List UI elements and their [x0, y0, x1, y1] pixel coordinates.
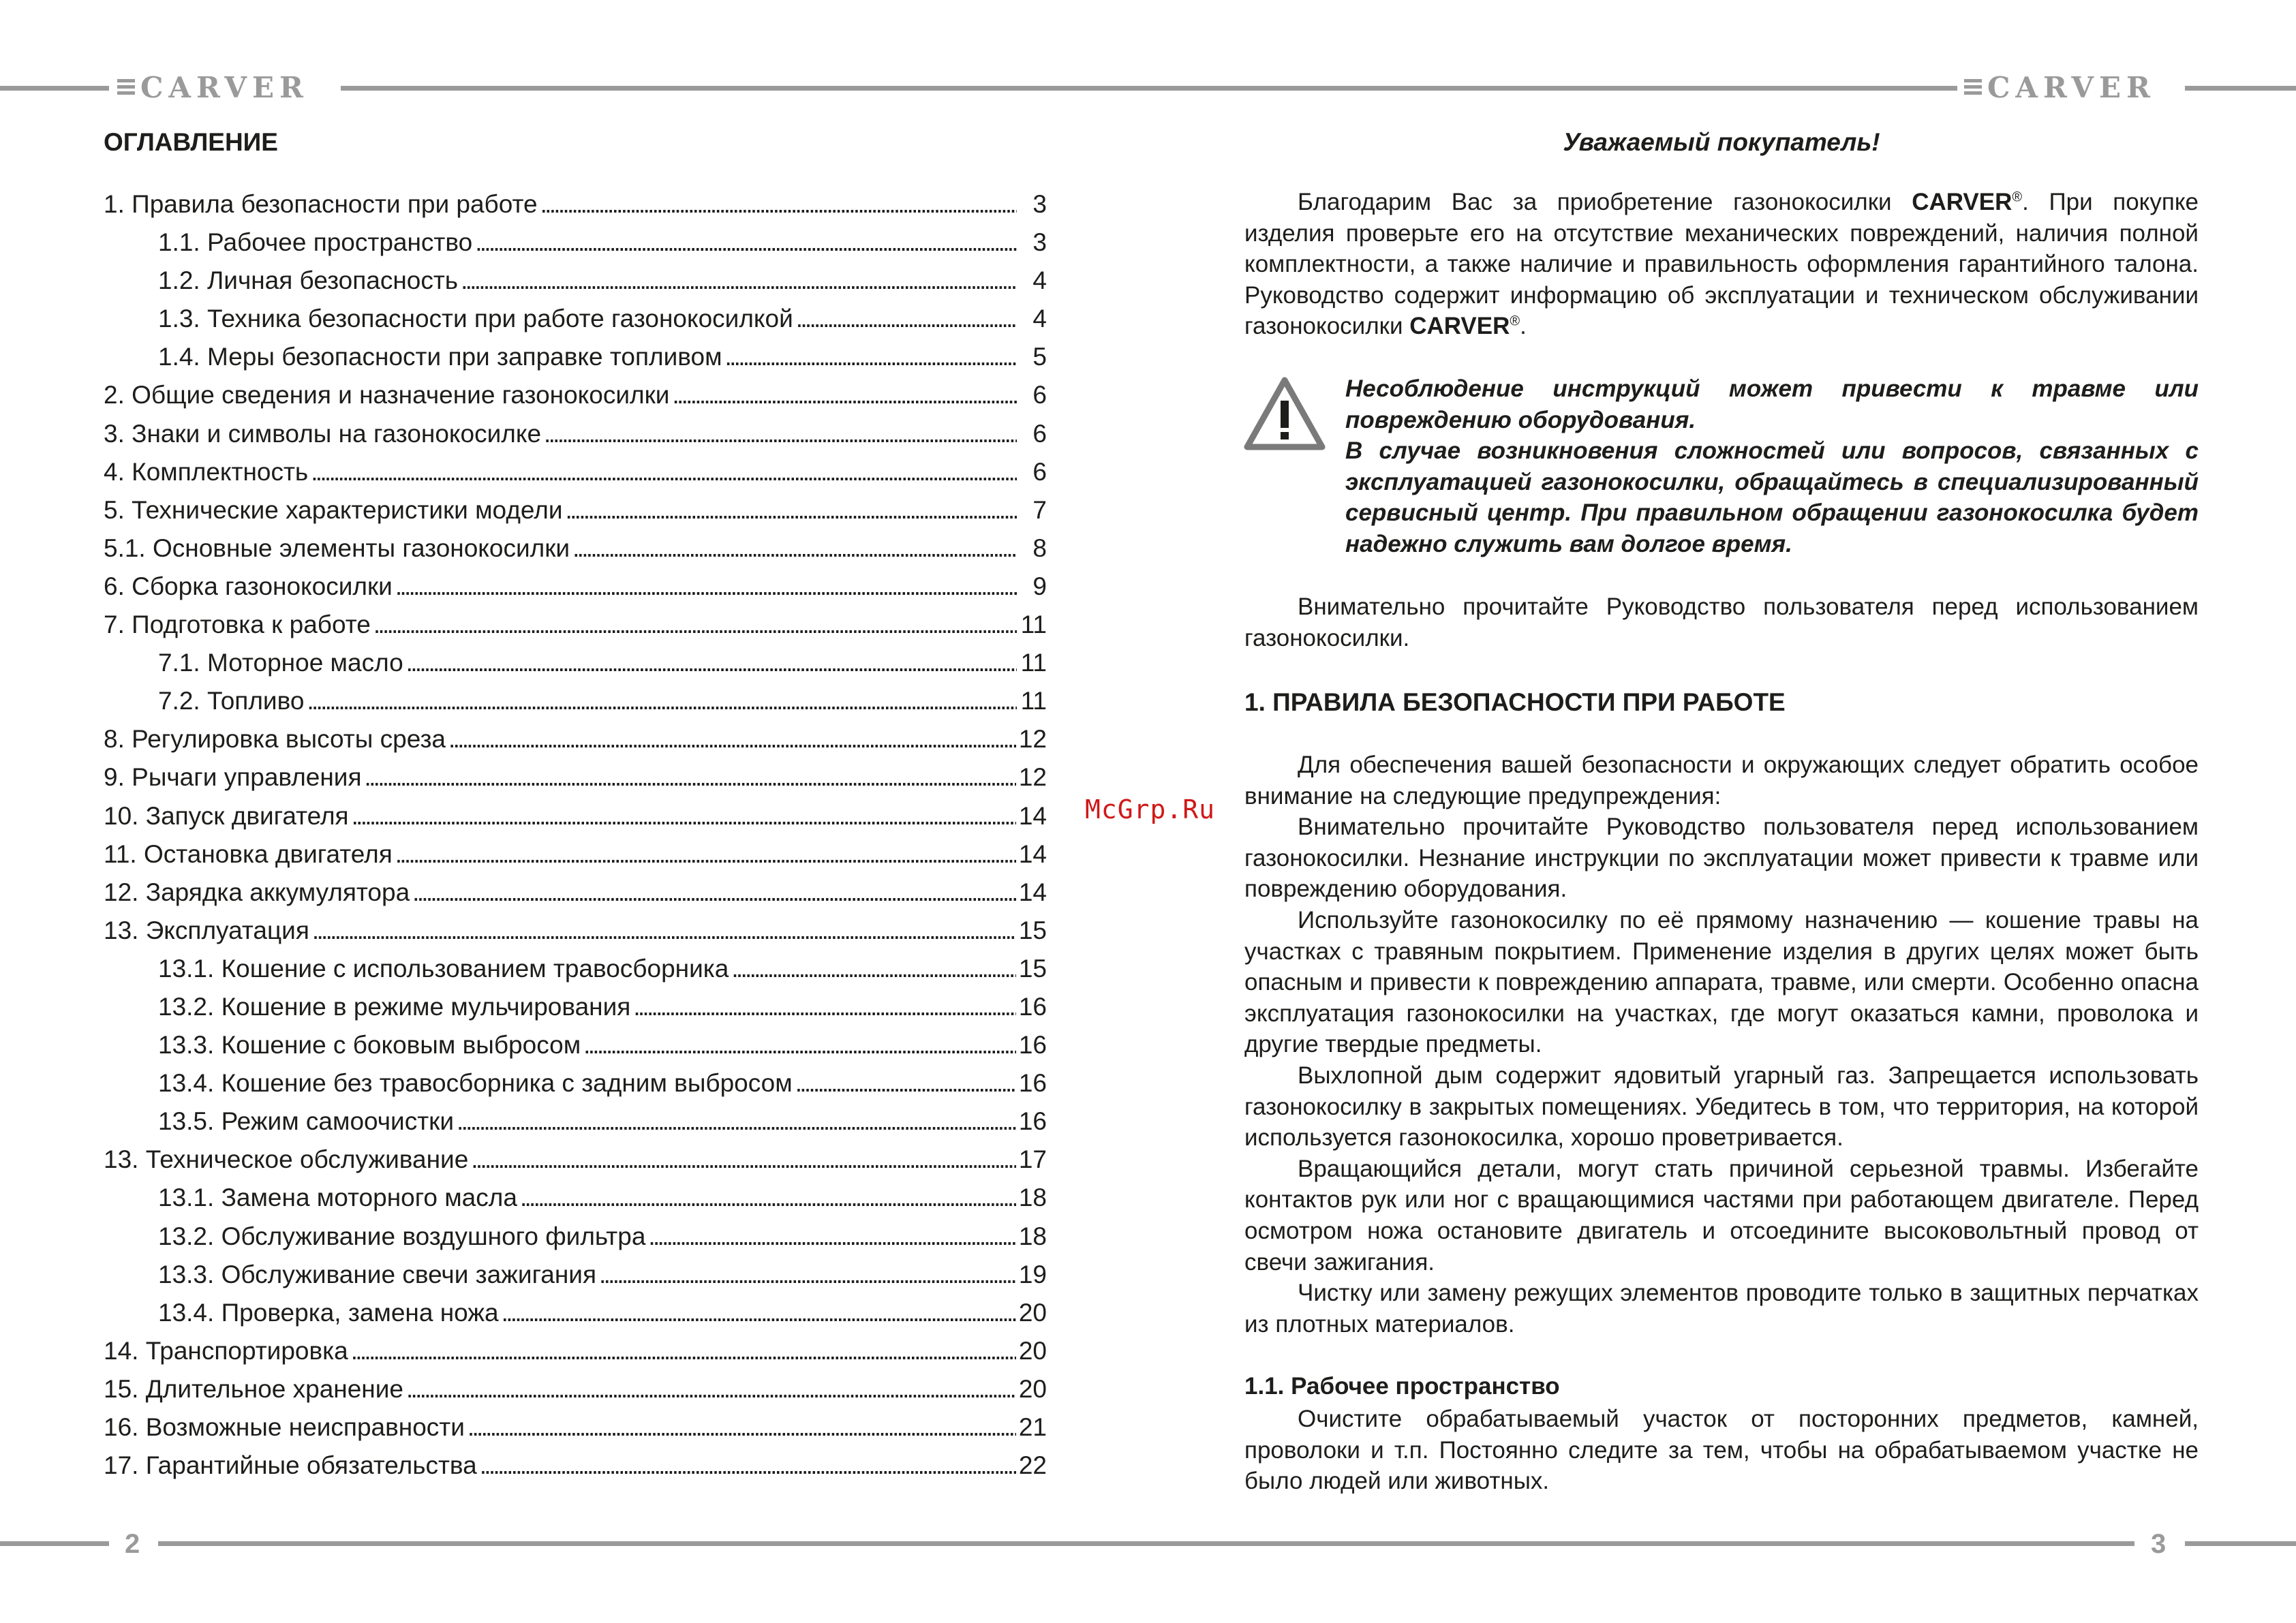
toc-entry-label: 12. Зарядка аккумулятора: [104, 878, 410, 906]
toc-entry[interactable]: [104, 1179, 1047, 1217]
toc-entry-page: 3: [1032, 190, 1047, 218]
toc-leader-dots: [373, 606, 1017, 644]
toc-entry-page: 18: [1018, 1184, 1047, 1212]
toc-leader-dots: [583, 1026, 1016, 1064]
toc-entry-label: 1.2. Личная безопасность: [158, 266, 459, 295]
toc-leader-dots: [520, 1179, 1016, 1217]
toc-leader-dots: [796, 300, 1017, 338]
toc-entry[interactable]: [104, 1102, 1047, 1141]
toc-entry[interactable]: [104, 874, 1047, 912]
toc-entry[interactable]: [104, 644, 1047, 682]
warning-line-2: В случае возникновения сложностей или вопросов, связанных с эксплуатацией газонокосилки, обращайтесь в специализированный сервисный центр. При правильном обращении газонокосилка будет надежно служить вам долгое время.: [1345, 437, 2199, 557]
toc-entry-label: 4. Комплектность: [104, 457, 309, 486]
safety-paragraph: Используйте газонокосилку по её прямому назначению — кошение травы на участках с травяным покрытием. Применение изделия в других целях может быть опасным и привести к повреждению аппарата, травме, или смерти. Особенно опасна эксплуатация газонокосилки на участках, где могут оказаться камни, проволока и другие твердые предметы.: [1244, 906, 2199, 1058]
intro-text-3: .: [1520, 313, 1527, 340]
toc-entry-page: 20: [1018, 1298, 1047, 1327]
toc-entry[interactable]: [104, 1218, 1047, 1256]
footer-rule-right: [2185, 1541, 2296, 1546]
toc-entry-label: 7.1. Моторное масло: [158, 649, 403, 677]
section-heading: 1. ПРАВИЛА БЕЗОПАСНОСТИ ПРИ РАБОТЕ: [1244, 688, 1786, 716]
toc-entry[interactable]: [104, 1447, 1047, 1485]
toc-entry-page: 11: [1020, 687, 1047, 715]
toc-entry-page: 18: [1018, 1222, 1047, 1250]
toc-entry-page: 20: [1018, 1336, 1047, 1365]
toc-leader-dots: [468, 1408, 1016, 1447]
toc-entry[interactable]: [104, 453, 1047, 491]
toc-entry[interactable]: [104, 950, 1047, 988]
toc-entry-page: 15: [1018, 916, 1047, 944]
watermark: McGrp.Ru: [1085, 794, 1216, 824]
toc-entry-label: 1.1. Рабочее пространство: [158, 228, 473, 257]
toc-leader-dots: [365, 758, 1016, 797]
toc-entry[interactable]: [104, 415, 1047, 453]
toc-entry[interactable]: [104, 338, 1047, 376]
toc-entry-page: 20: [1018, 1374, 1047, 1403]
toc-title: ОГЛАВЛЕНИЕ: [104, 128, 278, 156]
toc-leader-dots: [312, 912, 1016, 950]
safety-paragraphs: [1244, 749, 2199, 1340]
toc-entry-label: 17. Гарантийные обязательства: [104, 1451, 477, 1480]
toc-entry[interactable]: [104, 376, 1047, 414]
toc-entry-page: 14: [1018, 878, 1047, 906]
read-manual-paragraph: Внимательно прочитайте Руководство пользователя перед использованием газонокосилки.: [1244, 593, 2199, 651]
toc-entry[interactable]: [104, 1370, 1047, 1408]
toc-entry[interactable]: [104, 1408, 1047, 1447]
toc-entry[interactable]: [104, 797, 1047, 835]
toc-entry-page: 16: [1018, 992, 1047, 1021]
intro-text-2: . При покупке изделия проверьте его на отсутствие механических повреждений, наличия полной комплектности, а также наличие и правильность оформления гарантийного талона. Руководство содержит информацию об эксплуатации и техническом обслуживании газонокосилки: [1244, 189, 2199, 340]
carver-logo-left: [117, 72, 309, 104]
brand-name: CARVER: [140, 71, 309, 104]
toc-leader-dots: [633, 988, 1016, 1026]
toc-leader-dots: [725, 338, 1017, 376]
toc-leader-dots: [395, 835, 1016, 874]
toc-entry[interactable]: [104, 300, 1047, 338]
page-number-right: 3: [2151, 1529, 2167, 1559]
toc-entry-label: 1.4. Меры безопасности при заправке топливом: [158, 343, 722, 371]
toc-entry-label: 13.3. Обслуживание свечи зажигания: [158, 1260, 597, 1288]
toc-entry-page: 11: [1020, 610, 1047, 639]
toc-entry-label: 9. Рычаги управления: [104, 763, 362, 792]
toc-entry-label: 13.1. Кошение с использованием травосборника: [158, 954, 729, 983]
toc-leader-dots: [648, 1218, 1015, 1256]
toc-entry-page: 21: [1018, 1413, 1047, 1441]
toc-entry[interactable]: [104, 223, 1047, 262]
toc-entry-label: 16. Возможные неисправности: [104, 1413, 465, 1441]
toc-entry-page: 6: [1032, 419, 1047, 448]
toc-entry-label: 7.2. Топливо: [158, 687, 305, 715]
toc-entry-label: 2. Общие сведения и назначение газонокосилки: [104, 381, 670, 409]
safety-paragraph: Вращающийся детали, могут стать причиной серьезной травмы. Избегайте контактов рук или ног с вращающимися частями при работающем двигателе. Перед осмотром ножа остановите двигатель и отсоедините высоковольтный провод от свечи зажигания.: [1244, 1155, 2199, 1276]
safety-paragraph: Выхлопной дым содержит ядовитый угарный газ. Запрещается использовать газонокосилку в закрытых помещениях. Убедитесь в том, что территория, на которой используется газонокосилка, хорошо проветривается.: [1244, 1062, 2199, 1151]
toc-entry[interactable]: [104, 1256, 1047, 1294]
toc-entry-page: 8: [1032, 534, 1047, 562]
toc-entry-label: 13.4. Кошение без травосборника с задним выбросом: [158, 1069, 793, 1098]
greeting: Уважаемый покупатель!: [1563, 128, 1880, 156]
toc-entry[interactable]: [104, 1141, 1047, 1179]
toc-leader-dots: [544, 415, 1017, 453]
toc-entry[interactable]: [104, 1332, 1047, 1370]
toc-entry-page: 15: [1018, 954, 1047, 983]
toc-entry[interactable]: [104, 1294, 1047, 1332]
safety-paragraph: Внимательно прочитайте Руководство пользователя перед использованием газонокосилки. Незнание инструкции по эксплуатации может привести к травме или повреждению оборудования.: [1244, 814, 2199, 903]
toc-leader-dots: [352, 797, 1016, 835]
toc-leader-dots: [307, 682, 1017, 720]
toc-leader-dots: [412, 874, 1016, 912]
toc-leader-dots: [502, 1294, 1016, 1332]
toc-entry-page: 14: [1018, 801, 1047, 830]
toc-entry-label: 13.5. Режим самоочистки: [158, 1107, 455, 1136]
toc-leader-dots: [406, 644, 1017, 682]
toc-entry[interactable]: [104, 988, 1047, 1026]
toc-entry[interactable]: [104, 185, 1047, 223]
toc-entry-label: 1. Правила безопасности при работе: [104, 190, 538, 218]
toc-entry-label: 7. Подготовка к работе: [104, 610, 371, 639]
toc-entry-page: 4: [1032, 266, 1047, 295]
toc-entry-page: 3: [1032, 228, 1047, 257]
toc-leader-dots: [471, 1141, 1016, 1179]
toc-entry[interactable]: [104, 606, 1047, 644]
toc-leader-dots: [572, 529, 1017, 568]
toc-entry-page: 22: [1018, 1451, 1047, 1480]
toc-entry-label: 10. Запуск двигателя: [104, 801, 349, 830]
toc-entry-page: 5: [1032, 343, 1047, 371]
brand-name: CARVER: [1987, 71, 2156, 104]
toc-entry-page: 17: [1018, 1145, 1047, 1174]
registered-mark: ®: [1510, 313, 1520, 329]
toc-entry-label: 5. Технические характеристики модели: [104, 495, 563, 524]
toc-leader-dots: [448, 720, 1016, 758]
registered-mark: ®: [2012, 189, 2023, 205]
toc-entry-label: 13.2. Кошение в режиме мульчирования: [158, 992, 631, 1021]
safety-paragraph: Для обеспечения вашей безопасности и окружающих следует обратить особое внимание на следующие предупреждения:: [1244, 752, 2199, 809]
carver-logo-icon: [1964, 79, 1982, 97]
toc-leader-dots: [480, 1447, 1016, 1485]
carver-logo-right: [1964, 72, 2156, 104]
toc-leader-dots: [475, 223, 1017, 262]
warning-text: [1345, 373, 2199, 560]
brand-bold: CARVER: [1409, 313, 1510, 340]
toc-leader-dots: [457, 1102, 1016, 1141]
toc-entry[interactable]: [104, 1026, 1047, 1064]
toc-entry[interactable]: [104, 682, 1047, 720]
toc-entry[interactable]: [104, 758, 1047, 797]
page-number-left: 2: [125, 1529, 140, 1559]
intro-paragraph: [1244, 187, 2199, 342]
toc-entry[interactable]: [104, 912, 1047, 950]
toc-entry[interactable]: [104, 529, 1047, 568]
toc-entry[interactable]: [104, 720, 1047, 758]
toc-entry[interactable]: [104, 262, 1047, 300]
header-rule-center: [341, 86, 1957, 91]
toc-leader-dots: [672, 376, 1017, 414]
toc-leader-dots: [795, 1064, 1016, 1102]
toc-entry-label: 5.1. Основные элементы газонокосилки: [104, 534, 570, 562]
header-rule-left: [0, 86, 109, 91]
toc-entry-page: 7: [1032, 495, 1047, 524]
toc-entry-page: 19: [1018, 1260, 1047, 1288]
footer-rule-left: [0, 1541, 109, 1546]
toc-entry-page: 16: [1018, 1031, 1047, 1060]
footer-rule-center: [158, 1541, 2134, 1546]
toc-leader-dots: [566, 491, 1017, 529]
toc-entry-label: 15. Длительное хранение: [104, 1374, 403, 1403]
warning-line-1: Несоблюдение инструкций может привести к травме или повреждению оборудования.: [1345, 375, 2199, 433]
toc-entry[interactable]: [104, 491, 1047, 529]
toc-entry-page: 14: [1018, 839, 1047, 868]
toc-entry-label: 13.1. Замена моторного масла: [158, 1184, 517, 1212]
toc-entry-page: 6: [1032, 381, 1047, 409]
toc-entry[interactable]: [104, 1064, 1047, 1102]
subsection-heading: 1.1. Рабочее пространство: [1244, 1373, 1560, 1400]
header-rule-right: [2185, 86, 2296, 91]
toc-leader-dots: [311, 453, 1017, 491]
toc-entry-page: 4: [1032, 305, 1047, 333]
toc-entry[interactable]: [104, 835, 1047, 874]
toc-entry-label: 13. Эксплуатация: [104, 916, 309, 944]
toc-leader-dots: [540, 185, 1017, 223]
toc-entry-page: 6: [1032, 457, 1047, 486]
toc-entry-label: 13.3. Кошение с боковым выбросом: [158, 1031, 581, 1060]
toc-leader-dots: [351, 1332, 1016, 1370]
safety-paragraph: Чистку или замену режущих элементов проводите только в защитных перчатках из плотных материалов.: [1244, 1280, 2199, 1338]
toc-entry-page: 11: [1020, 649, 1047, 677]
toc-leader-dots: [599, 1256, 1016, 1294]
read-manual-block: [1244, 591, 2199, 653]
toc-leader-dots: [395, 568, 1017, 606]
toc-entry-label: 14. Транспортировка: [104, 1336, 348, 1365]
toc-leader-dots: [461, 262, 1017, 300]
toc-entry-page: 12: [1018, 725, 1047, 754]
toc-entry-page: 12: [1018, 763, 1047, 792]
toc-entry-label: 1.3. Техника безопасности при работе газонокосилкой: [158, 305, 793, 333]
toc-entry-page: 9: [1032, 572, 1047, 600]
toc-entry[interactable]: [104, 568, 1047, 606]
intro-text-1: Благодарим Вас за приобретение газонокосилки: [1298, 189, 1912, 215]
subsection-paragraph: Очистите обрабатываемый участок от посторонних предметов, камней, проволоки и т.п. Постоянно следите за тем, чтобы на обрабатываемом участке не было людей или животных.: [1244, 1406, 2199, 1495]
brand-bold: CARVER: [1912, 189, 2012, 215]
table-of-contents: [104, 185, 1047, 1485]
subsection-block: [1244, 1404, 2199, 1497]
toc-entry-label: 13. Техническое обслуживание: [104, 1145, 469, 1174]
toc-leader-dots: [406, 1370, 1016, 1408]
toc-entry-page: 16: [1018, 1107, 1047, 1136]
toc-entry-label: 6. Сборка газонокосилки: [104, 572, 393, 600]
toc-entry-page: 16: [1018, 1069, 1047, 1098]
carver-logo-icon: [117, 79, 135, 97]
toc-leader-dots: [731, 950, 1016, 988]
toc-entry-label: 13.4. Проверка, замена ножа: [158, 1298, 499, 1327]
toc-entry-label: 13.2. Обслуживание воздушного фильтра: [158, 1222, 646, 1250]
toc-entry-label: 3. Знаки и символы на газонокосилке: [104, 419, 542, 448]
toc-entry-label: 11. Остановка двигателя: [104, 839, 393, 868]
toc-entry-label: 8. Регулировка высоты среза: [104, 725, 446, 754]
intro-block: [1244, 187, 2199, 342]
warning-icon: [1243, 376, 1326, 451]
